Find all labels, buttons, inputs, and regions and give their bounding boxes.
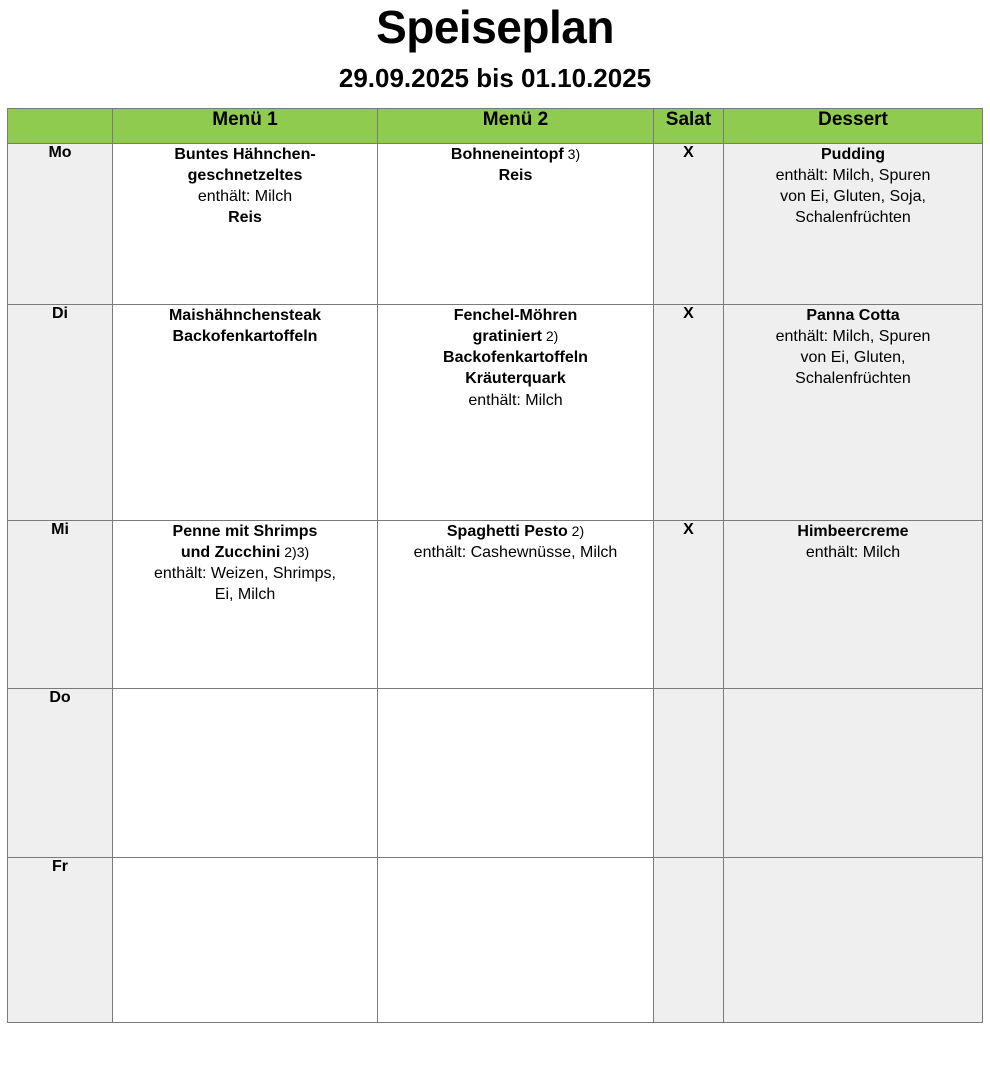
menu-line: Buntes Hähnchen-: [174, 145, 316, 163]
salat-cell: [654, 857, 724, 1022]
menu-line: Reis: [498, 166, 533, 184]
menu-line: Panna Cotta: [806, 306, 900, 324]
salat-cell: [654, 688, 724, 857]
table-row: [8, 688, 983, 857]
salat-cell: X: [654, 143, 724, 304]
menu-line: enthält: Milch: [805, 543, 901, 561]
menu1-cell: [113, 857, 378, 1022]
menu-line: Backofenkartoffeln: [172, 327, 318, 345]
menu2-cell: [378, 143, 654, 304]
menu-line: Spaghetti Pesto 2): [446, 522, 585, 540]
menu-line: Maishähnchensteak: [168, 306, 322, 324]
menu-line: von Ei, Gluten,: [800, 349, 906, 367]
menu-line: enthält: Milch, Spuren: [775, 166, 931, 184]
salat-cell: X: [654, 304, 724, 520]
table-row: [8, 857, 983, 1022]
menu-line: Schalenfrüchten: [795, 370, 911, 388]
menu-line: geschnetzeltes: [187, 166, 303, 184]
table-row: [8, 304, 983, 520]
menu2-cell: [378, 304, 654, 520]
speiseplan-page: [0, 2, 990, 1080]
header-dessert: Dessert: [724, 108, 983, 143]
menu1-cell: [113, 520, 378, 688]
day-label: Mi: [8, 520, 113, 688]
menu-line: Himbeercreme: [797, 522, 909, 540]
header-day-corner: [8, 108, 113, 143]
allergen-marker: 2)3): [280, 543, 310, 560]
header-menu1: Menü 1: [113, 108, 378, 143]
dessert-cell: [724, 304, 983, 520]
menu-table: [7, 108, 983, 1023]
menu2-cell: [378, 688, 654, 857]
menu-line: Bohneneintopf 3): [450, 145, 581, 163]
salat-cell: X: [654, 520, 724, 688]
day-label: Do: [8, 688, 113, 857]
dessert-cell: [724, 688, 983, 857]
allergen-marker: 3): [563, 145, 581, 162]
menu1-cell: [113, 143, 378, 304]
menu1-cell: [113, 688, 378, 857]
page-title: Speiseplan: [376, 1, 614, 53]
menu-line: gratiniert 2): [472, 327, 559, 345]
menu2-cell: [378, 520, 654, 688]
dessert-cell: [724, 143, 983, 304]
menu-line: Fenchel-Möhren: [453, 306, 578, 324]
menu-line: Pudding: [821, 145, 885, 163]
menu2-cell: [378, 857, 654, 1022]
allergen-marker: 2): [567, 522, 585, 539]
table-body: [8, 143, 983, 1022]
dessert-cell: [724, 857, 983, 1022]
menu-line: und Zucchini 2)3): [180, 543, 310, 561]
menu-line: von Ei, Gluten, Soja,: [780, 188, 926, 206]
menu-line: enthält: Cashewnüsse, Milch: [413, 543, 618, 561]
menu-line: Schalenfrüchten: [795, 209, 911, 227]
day-label: Mo: [8, 143, 113, 304]
menu-line: enthält: Milch, Spuren: [775, 327, 931, 345]
header-menu2: Menü 2: [378, 108, 654, 143]
date-range: 29.09.2025 bis 01.10.2025: [338, 62, 652, 93]
day-label: Di: [8, 304, 113, 520]
allergen-marker: 2): [542, 327, 559, 344]
table-header: [8, 108, 983, 143]
menu-line: Backofenkartoffeln: [443, 349, 588, 367]
menu-line: enthält: Milch: [468, 391, 563, 409]
header-salat: Salat: [654, 108, 724, 143]
table-row: [8, 143, 983, 304]
menu-line: Ei, Milch: [214, 586, 276, 604]
menu-line: Kräuterquark: [465, 370, 566, 388]
menu-line: Reis: [228, 209, 262, 227]
menu-line: enthält: Milch: [197, 188, 293, 206]
menu-line: enthält: Weizen, Shrimps,: [153, 565, 336, 583]
dessert-cell: [724, 520, 983, 688]
table-row: [8, 520, 983, 688]
day-label: Fr: [8, 857, 113, 1022]
menu1-cell: [113, 304, 378, 520]
menu-line: Penne mit Shrimps: [172, 522, 318, 540]
